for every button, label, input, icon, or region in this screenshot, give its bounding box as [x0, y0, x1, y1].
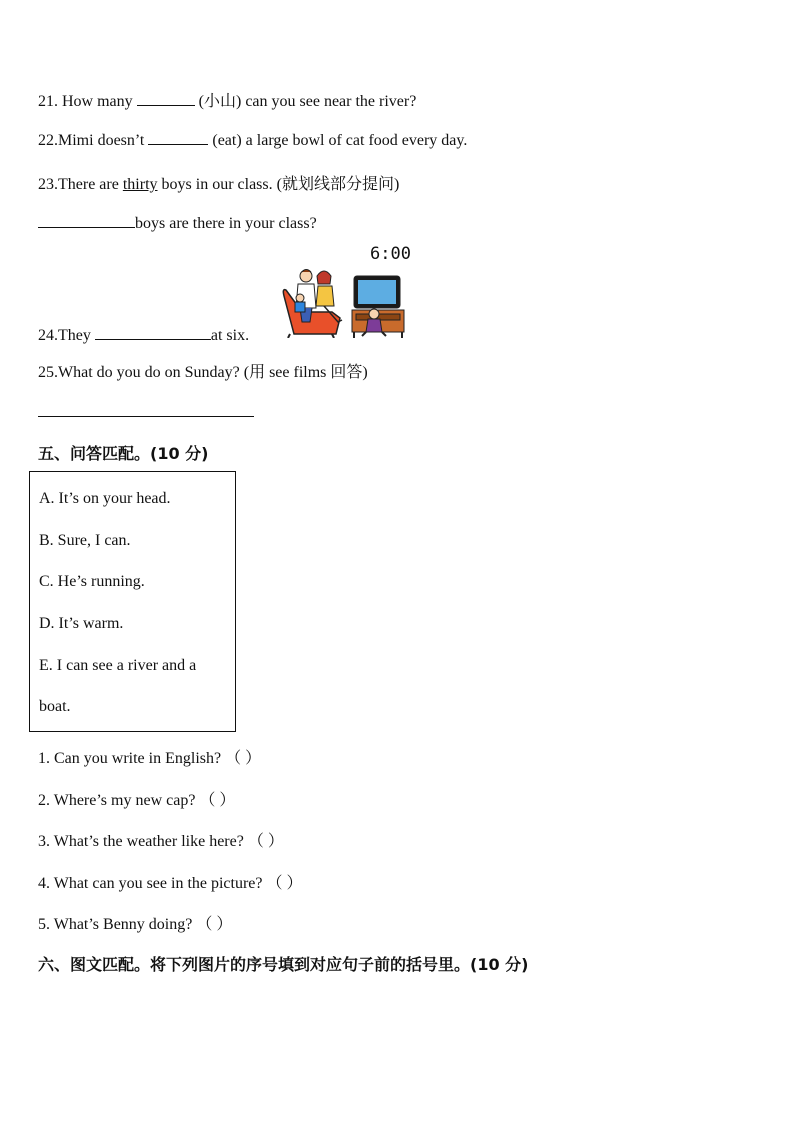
- match-question-3: 3. What’s the weather like here? （ ）: [38, 833, 284, 850]
- match-question-4: 4. What can you see in the picture? （ ）: [38, 875, 303, 892]
- option-a: A. It’s on your head.: [39, 490, 171, 507]
- question-24: 24.They at six.: [38, 327, 250, 344]
- answer-blank-24[interactable]: [95, 325, 211, 340]
- question-21: 21. How many (小山) can you see near the river?: [38, 93, 417, 110]
- answer-blank-21[interactable]: [137, 91, 195, 106]
- question-25: 25.What do you do on Sunday? (用 see films 回答): [38, 364, 368, 381]
- answer-blank-22[interactable]: [148, 130, 208, 145]
- answer-paren-4[interactable]: （ ）: [266, 875, 303, 892]
- answer-paren-5[interactable]: （ ）: [196, 916, 233, 933]
- option-e-continued: boat.: [39, 698, 71, 715]
- options-box: [29, 471, 236, 732]
- question-23: 23.There are thirty boys in our class. (就划线部分提问): [38, 176, 400, 193]
- option-c: C. He’s running.: [39, 573, 145, 590]
- answer-line-25[interactable]: [38, 416, 254, 417]
- answer-blank-23[interactable]: [38, 213, 135, 228]
- match-question-5: 5. What’s Benny doing? （ ）: [38, 916, 233, 933]
- section-5-title: 五、问答匹配。(10 分): [38, 444, 209, 463]
- family-watching-tv-illustration: [280, 266, 408, 338]
- section-6-title: 六、图文匹配。将下列图片的序号填到对应句子前的括号里。(10 分): [38, 955, 529, 974]
- option-e: E. I can see a river and a: [39, 657, 197, 674]
- clock-time: 6:00: [370, 244, 411, 264]
- match-question-1: 1. Can you write in English? （ ）: [38, 750, 262, 767]
- match-question-2: 2. Where’s my new cap? （ ）: [38, 792, 236, 809]
- option-d: D. It’s warm.: [39, 615, 124, 632]
- question-23-answer: boys are there in your class?: [38, 213, 317, 233]
- question-22: 22.Mimi doesn’t (eat) a large bowl of cat food every day.: [38, 132, 468, 149]
- answer-paren-1[interactable]: （ ）: [225, 750, 262, 767]
- answer-paren-3[interactable]: （ ）: [247, 833, 284, 850]
- option-b: B. Sure, I can.: [39, 532, 131, 549]
- underlined-word: thirty: [122, 176, 158, 193]
- answer-paren-2[interactable]: （ ）: [199, 792, 236, 809]
